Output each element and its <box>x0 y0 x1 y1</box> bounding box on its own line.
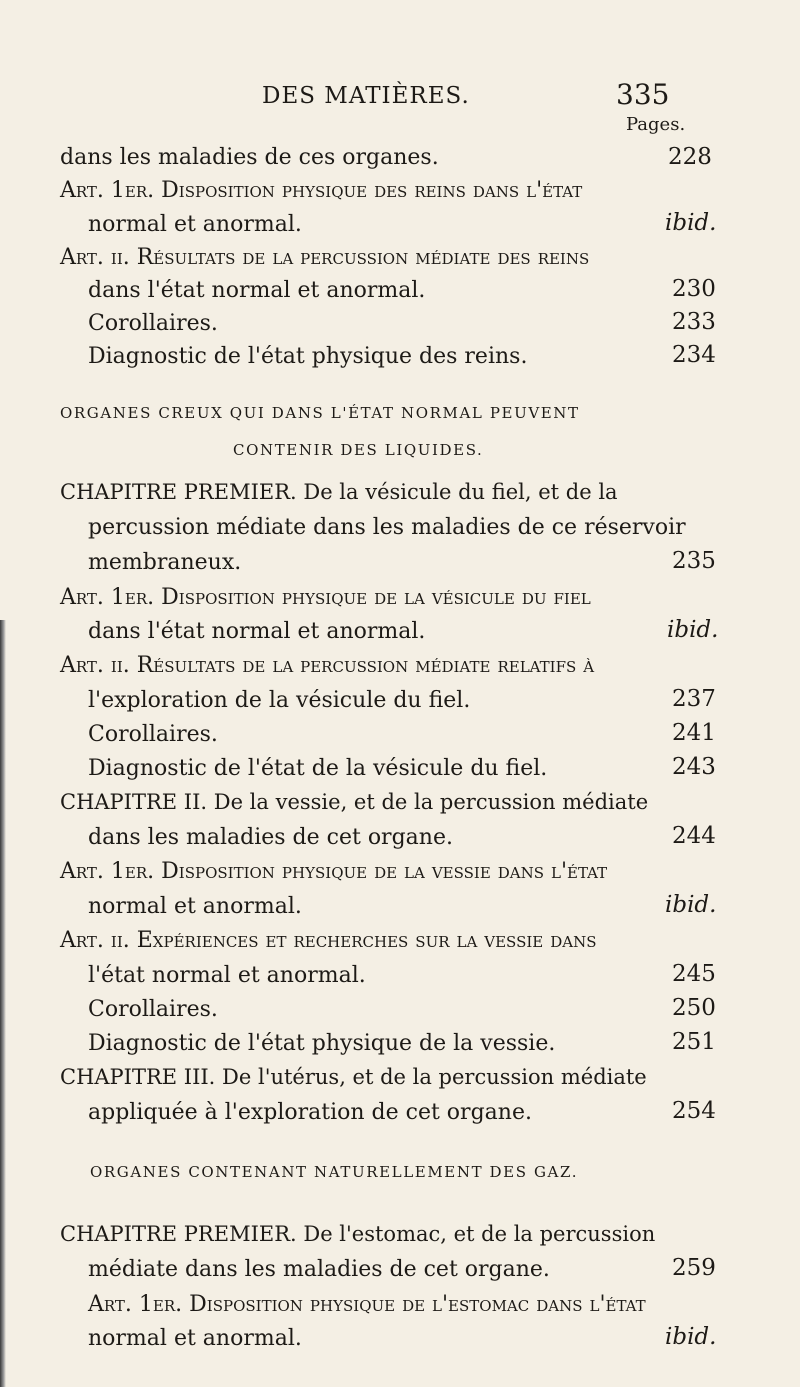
page-binding-edge <box>0 620 6 1387</box>
toc-line: dans les maladies de cet organe. <box>88 825 453 850</box>
toc-line: Corollaires. <box>88 722 218 747</box>
page-number: 335 <box>616 78 670 111</box>
pages-column-label: Pages. <box>626 114 686 135</box>
toc-page: 233 <box>672 309 716 335</box>
toc-line: Art. 1er. Disposition physique des reins dans l'état <box>60 178 583 203</box>
toc-page: ibid. <box>665 210 717 236</box>
toc-page: 241 <box>672 720 716 746</box>
toc-page: 251 <box>672 1029 716 1055</box>
section-heading: ORGANES CONTENANT NATURELLEMENT DES GAZ. <box>90 1163 579 1181</box>
toc-page: 254 <box>672 1098 716 1124</box>
toc-line: Corollaires. <box>88 311 218 336</box>
toc-page: ibid. <box>667 617 719 643</box>
section-heading: CONTENIR DES LIQUIDES. <box>233 441 484 459</box>
toc-page: 228 <box>668 144 712 170</box>
toc-chapter-line: CHAPITRE III. De l'utérus, et de la percussion médiate <box>60 1065 647 1089</box>
toc-chapter-line: CHAPITRE II. De la vessie, et de la percussion médiate <box>60 790 649 814</box>
toc-line: Diagnostic de l'état physique de la vessie. <box>88 1031 556 1056</box>
toc-line: l'exploration de la vésicule du fiel. <box>88 688 471 713</box>
toc-line: Art. ii. Résultats de la percussion médiate des reins <box>60 245 590 270</box>
toc-page: ibid. <box>665 1324 717 1350</box>
toc-line: l'état normal et anormal. <box>88 963 366 988</box>
toc-line: normal et anormal. <box>88 212 302 237</box>
toc-line: Art. ii. Résultats de la percussion médiate relatifs à <box>60 653 595 678</box>
toc-page: 237 <box>672 686 716 712</box>
running-header-title: DES MATIÈRES. <box>262 83 470 109</box>
toc-page: 234 <box>672 342 716 368</box>
toc-page: 230 <box>672 276 716 302</box>
toc-line: médiate dans les maladies de cet organe. <box>88 1257 550 1282</box>
toc-line: dans l'état normal et anormal. <box>88 619 426 644</box>
toc-page: 235 <box>672 548 716 574</box>
toc-line: Diagnostic de l'état physique des reins. <box>88 344 528 369</box>
toc-line: normal et anormal. <box>88 1326 302 1351</box>
toc-line: membraneux. <box>88 550 242 575</box>
toc-line: dans l'état normal et anormal. <box>88 278 426 303</box>
toc-line: percussion médiate dans les maladies de ce réservoir <box>88 515 686 540</box>
toc-page: 245 <box>672 961 716 987</box>
toc-line: Diagnostic de l'état de la vésicule du fiel. <box>88 756 548 781</box>
toc-chapter-line: CHAPITRE PREMIER. De l'estomac, et de la percussion <box>60 1222 656 1246</box>
toc-chapter-line: CHAPITRE PREMIER. De la vésicule du fiel, et de la <box>60 480 618 504</box>
toc-page: 243 <box>672 754 716 780</box>
toc-line: Corollaires. <box>88 997 218 1022</box>
toc-line: Art. ii. Expériences et recherches sur la vessie dans <box>60 928 597 953</box>
toc-line: Art. 1er. Disposition physique de la vessie dans l'état <box>60 859 608 884</box>
toc-line: dans les maladies de ces organes. <box>60 145 439 170</box>
toc-page: 244 <box>672 823 716 849</box>
toc-line: Art. 1er. Disposition physique de l'estomac dans l'état <box>88 1292 646 1317</box>
section-heading: ORGANES CREUX QUI DANS L'ÉTAT NORMAL PEUVENT <box>60 404 580 422</box>
toc-page: ibid. <box>665 892 717 918</box>
toc-page: 250 <box>672 995 716 1021</box>
toc-page: 259 <box>672 1255 716 1281</box>
toc-line: Art. 1er. Disposition physique de la vésicule du fiel <box>60 585 591 610</box>
toc-line: normal et anormal. <box>88 894 302 919</box>
toc-line: appliquée à l'exploration de cet organe. <box>88 1100 532 1125</box>
